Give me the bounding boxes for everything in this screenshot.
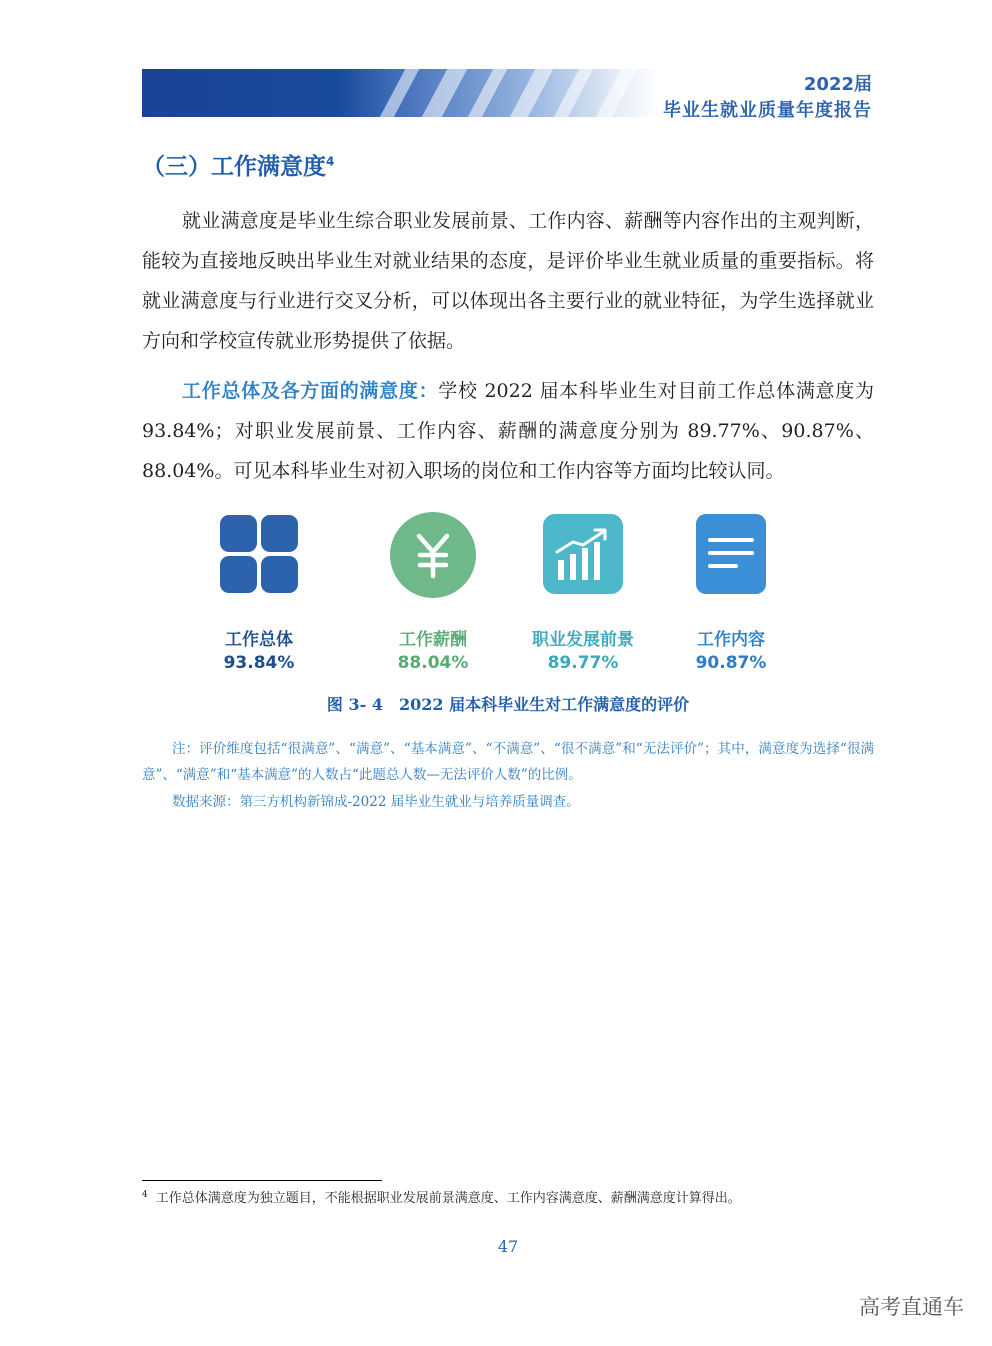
growth-chart-icon [543,514,623,594]
tile-value: 88.04% [397,653,469,673]
footnote-text: 工作总体满意度为独立题目，不能根据职业发展前景满意度、工作内容满意度、薪酬满意度计算得出。 [155,1191,741,1206]
tile-value: 89.77% [547,653,619,673]
tile-label: 职业发展前景 [532,630,634,650]
tile-label: 工作内容 [697,630,765,650]
lead-phrase: 工作总体及各方面的满意度： [182,380,439,402]
tile-value: 90.87% [695,653,767,673]
header-banner [142,69,658,117]
page-number: 47 [497,1237,519,1256]
figure-caption: 图 3- 4 2022 届本科毕业生对工作满意度的评价 [326,695,690,714]
section-heading: （三）工作满意度$^4$ [142,154,335,180]
report-title: 毕业生就业质量年度报告 [663,100,872,121]
footnote-number: 4 [142,1189,148,1200]
data-source-note: 数据来源：第三方机构新锦成-2022 届毕业生就业与培养质量调查。 [172,794,580,810]
tile-content [656,512,806,682]
footnote [142,1187,741,1206]
satisfaction-paragraph: 工作总体及各方面的满意度：学校 2022 届本科毕业生对目前工作总体满意度为 93.84%；对职业发展前景、工作内容、薪酬的满意度分别为 89.77%、90.87%、88.04%。可见本科毕业生对初入职场的岗位和工作内容等方面均比较认同。 [142,380,874,482]
tile-value: 93.84% [223,653,295,673]
tile-label: 工作薪酬 [399,630,467,650]
footnote-ref: 4 [326,154,335,169]
tile-overall [184,512,334,682]
intro-paragraph: 就业满意度是毕业生综合职业发展前景、工作内容、薪酬等内容作出的主观判断，能较为直接地反映出毕业生对就业结果的态度，是评价毕业生就业质量的重要指标。将就业满意度与行业进行交叉分析，可以体现出各主要行业的就业特征，为学生选择就业方向和学校宣传就业形势提供了依据。 [142,210,874,352]
document-lines-icon [696,514,766,594]
tile-label: 工作总体 [225,630,293,650]
yuan-icon [390,512,476,598]
watermark: 高考直通车 [859,1295,964,1319]
grid-icon [219,514,299,594]
tile-career [508,512,658,682]
footnote-divider [142,1180,382,1181]
figure-note: 注：评价维度包括“很满意”、“满意”、“基本满意”、“不满意”、“很不满意”和“无法评价”；其中，满意度为选择“很满意”、“满意”和“基本满意”的人数占“此题总人数—无法评价人数”的比例。 [142,741,874,783]
report-year: 2022届 [803,74,872,95]
tile-salary [358,512,508,682]
